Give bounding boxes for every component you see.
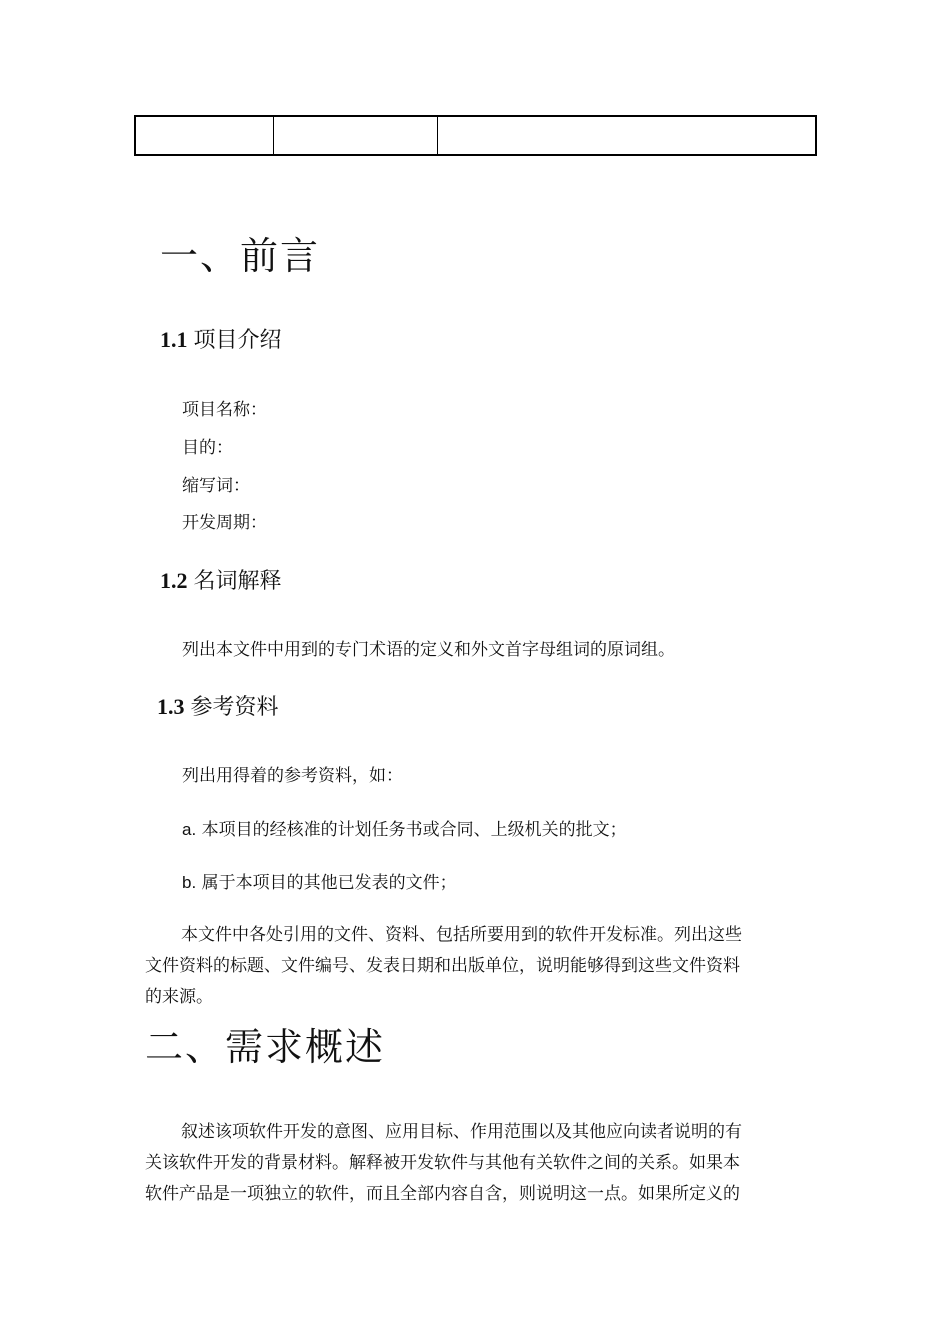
subsection-1-1-title: 项目介绍	[193, 328, 282, 353]
paragraph-line: 关该软件开发的背景材料。解释被开发软件与其他有关软件之间的关系。如果本	[145, 1153, 740, 1173]
paragraph-line: 本文件中各处引用的文件、资料、包括所要用到的软件开发标准。列出这些	[181, 925, 742, 945]
section-1-title: 一、前言	[160, 234, 321, 278]
paragraph-line: 叙述该项软件开发的意图、应用目标、作用范围以及其他应向读者说明的有	[181, 1122, 742, 1142]
header-cell-1	[136, 117, 274, 154]
subsection-1-3-number: 1.3	[157, 694, 185, 719]
header-cell-2	[274, 117, 438, 154]
field-purpose: 目的：	[182, 438, 233, 458]
subsection-1-1-number: 1.1	[160, 327, 188, 352]
subsection-1-2-number: 1.2	[160, 568, 188, 593]
glossary-text: 列出本文件中用到的专门术语的定义和外文首字母组词的原词组。	[182, 640, 675, 660]
field-dev-period: 开发周期：	[182, 513, 267, 533]
subsection-1-3-heading	[157, 693, 279, 722]
reference-item-a-text: 本项目的经核准的计划任务书或合同、上级机关的批文；	[201, 820, 627, 840]
list-marker-b: b.	[182, 873, 197, 892]
reference-item-a	[182, 819, 627, 841]
field-abbreviations: 缩写词：	[182, 476, 250, 496]
overview-paragraph	[145, 1117, 810, 1210]
section-2-title: 二、需求概述	[145, 1025, 386, 1069]
subsection-1-1-heading	[160, 326, 282, 355]
paragraph-line: 软件产品是一项独立的软件，而且全部内容自含，则说明这一点。如果所定义的	[145, 1184, 740, 1204]
header-cell-3	[438, 117, 815, 154]
paragraph-line: 文件资料的标题、文件编号、发表日期和出版单位，说明能够得到这些文件资料	[145, 956, 740, 976]
references-paragraph	[145, 920, 810, 1013]
reference-item-b-text: 属于本项目的其他已发表的文件；	[201, 873, 457, 893]
references-intro: 列出用得着的参考资料，如：	[182, 766, 403, 786]
subsection-1-3-title: 参考资料	[190, 695, 279, 720]
field-project-name: 项目名称：	[182, 400, 267, 420]
list-marker-a: a.	[182, 820, 197, 839]
subsection-1-2-heading	[160, 567, 282, 596]
header-table	[134, 115, 817, 156]
paragraph-line: 的来源。	[145, 987, 213, 1007]
reference-item-b	[182, 872, 457, 894]
subsection-1-2-title: 名词解释	[193, 569, 282, 594]
